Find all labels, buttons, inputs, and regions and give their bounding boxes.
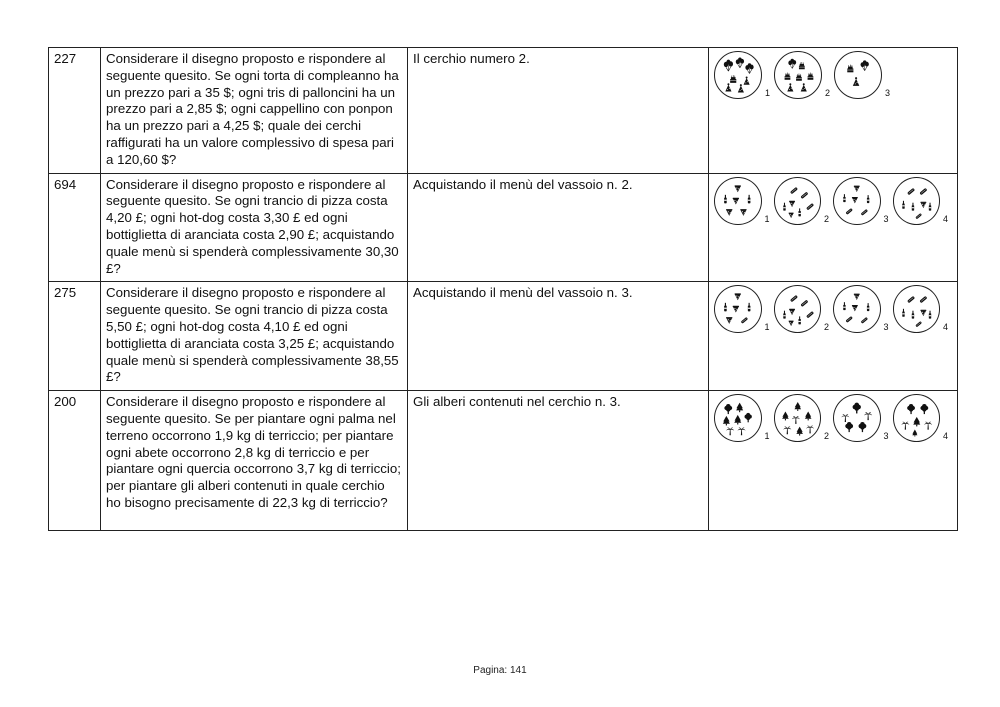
figure-circle [833,177,889,225]
oak-tree-icon [894,395,940,441]
figure-label: 3 [883,322,889,333]
figure-circle [893,177,948,225]
figure-label: 4 [942,213,948,224]
hot-dog-icon [775,178,821,224]
table-row [49,391,958,531]
bottle-icon [834,178,880,224]
hot-dog-icon [894,178,940,224]
questions-table [48,47,958,531]
figure-circle [833,285,889,333]
figure-label: 3 [883,213,889,224]
figure-circle [714,394,770,442]
figure-label: 4 [942,322,948,333]
figure-circle [714,285,770,333]
question-text: Considerare il disegno proposto e rispondere al seguente quesito. Se per piantare ogni palma nel terreno occorrono 1,9 kg di terriccio; per piantare ogni abete occorrono 2,8 kg di terriccio e per piantare ogni quercia occorrono 3,7 kg di terriccio; per piantare gli alberi contenuti in quale cerchio ho bisogno precisamente di 22,3 kg di terriccio? [101,391,408,531]
figure-label: 2 [824,88,830,98]
figure-label: 2 [823,322,829,333]
figure-circle [834,51,890,99]
figure-label: 3 [884,88,890,98]
balloons-icon [715,52,761,98]
answer-text: Acquistando il menù del vassoio n. 2. [408,173,709,282]
answer-text: Acquistando il menù del vassoio n. 3. [408,282,709,391]
figure-circle [893,285,948,333]
oak-tree-icon [834,395,880,441]
table-row [49,173,958,282]
question-number: 200 [49,391,101,531]
question-text: Considerare il disegno proposto e rispondere al seguente quesito. Se ogni torta di compleanno ha un prezzo pari a 35 $; ogni tris di palloncini ha un prezzo pari a 2,85 $; ogni cappellino con ponpon ha un prezzo pari a 4,25 $; quale dei cerchi raffigurati ha un valore complessivo di spesa pari a 120,60 $? [101,48,408,174]
figure-circle [774,394,829,442]
figure-label: 2 [823,431,829,442]
question-number: 275 [49,282,101,391]
question-figure [709,391,958,531]
figure-circle [774,285,829,333]
hot-dog-icon [894,286,940,332]
party-hat-icon [835,52,881,98]
figure-label: 2 [823,213,829,224]
answer-text: Il cerchio numero 2. [408,48,709,174]
question-number: 694 [49,173,101,282]
figure-label: 1 [764,88,770,98]
figure-circle [774,177,829,225]
pizza-slice-icon [715,178,761,224]
figure-circle [833,394,889,442]
figure-circle [774,51,830,99]
question-figure [709,173,958,282]
table-row [49,48,958,174]
question-text: Considerare il disegno proposto e rispondere al seguente quesito. Se ogni trancio di pizza costa 5,50 £; ogni hot-dog costa 4,10 £ ed ogni bottiglietta di aranciata costa 3,25 £; acquistando quale menù si spenderà complessivamente 38,55 £? [101,282,408,391]
hot-dog-icon [775,286,821,332]
page-footer: Pagina: 141 [473,665,527,676]
palm-tree-icon [715,395,761,441]
question-text: Considerare il disegno proposto e rispondere al seguente quesito. Se ogni trancio di pizza costa 4,20 £; ogni hot-dog costa 3,30 £ ed ogni bottiglietta di aranciata costa 2,90 £; acquistando quale menù si spenderà complessivamente 30,30 £? [101,173,408,282]
figure-label: 1 [764,431,770,442]
question-number: 227 [49,48,101,174]
figure-label: 3 [883,431,889,442]
bottle-icon [834,286,880,332]
cake-icon [775,52,821,98]
question-figure [709,282,958,391]
fir-tree-icon [775,395,821,441]
figure-label: 1 [764,213,770,224]
pizza-slice-icon [715,286,761,332]
question-figure [709,48,958,174]
figure-circle [714,51,770,99]
answer-text: Gli alberi contenuti nel cerchio n. 3. [408,391,709,531]
figure-label: 1 [764,322,770,333]
table-row [49,282,958,391]
figure-circle [893,394,948,442]
figure-label: 4 [942,431,948,442]
figure-circle [714,177,770,225]
